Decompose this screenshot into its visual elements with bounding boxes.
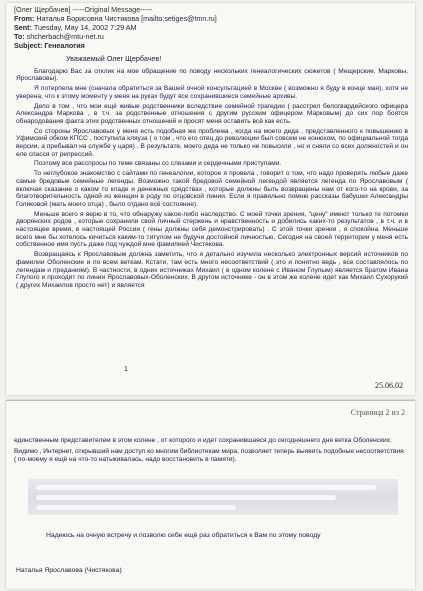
page-label: Страница 2 из 2	[350, 408, 405, 417]
letter-page-1	[6, 3, 415, 395]
paragraph: Со стороны Ярославовых у меня есть подобная же проблема , когда на моего деда , представленного к повышению в Уфимский обком КПСС , поступила кляуза ( о том , что его отец до революции был совсем не конюхом, по официальной тогда версии, а пребывал на службе у царя) . В результате, моего деда не только не повысили , но и сняли со всех должностей и он еле спасся от репрессий.	[16, 127, 408, 158]
from-row	[14, 14, 217, 23]
date-stamp: 25.06.02	[375, 381, 403, 390]
paragraph: единственным представителем в этом колене , от которого и идет сохранившаяся до сегодняшнего дня ветка Оболенских.	[14, 437, 392, 444]
subject-label: Subject:	[14, 41, 43, 50]
paragraph: Меньше всего я верю в то, что обнаружу какое-либо наследство. С моей точки зрения, "цену" имеют только те потомки дворянских родов , которые сохранили свой личный стержень и нравственность и добились каких-то результатов , в т.ч. и в настоящее время, в настоящей России ( гены должны себя демонстрировать) . С этой точки зрения , я спокойна. Меньше всего мне бы хотелось кичиться каким-то титулом не будучи достойной личностью. Сегодня на своей территории у меня есть собственное имя пусть даже под чуждой мне фамилией Чистякова.	[16, 210, 408, 249]
paragraph: Дело в том , что мои ещё живые родственники вследствие семейной трагедии ( расстрел белогвардейского офицера Александра Маркова , в т.ч. за родственные отношения с другим русским офицером Марковым) до сих пор боятся обнародования факта этих родственных отношений и просят меня оставить всё как есть.	[16, 102, 408, 125]
sent-label: Sent:	[14, 23, 32, 32]
paragraph: Я потерпела мне (сначала обратиться за Вашей очной консультацией в Москве ( возможно я буду в конце мая), хотя не уверена, что к этому моменту у меня на руках будут все сохранившиеся семейные архивы.	[16, 85, 408, 100]
to-row	[14, 32, 217, 41]
greeting: Уважаемый Олег Щербачев!	[66, 54, 162, 63]
paragraph: Видимо , Интернет, открывший нам доступ ко многим библиотекам мира, позволяет теперь выявить подобные несоответствия ( по-моему я ещё на что-то натыкивалась, надо восстановить в памяти).	[14, 447, 404, 463]
sent-value: Tuesday, May 14, 2002 7:29 AM	[33, 23, 137, 32]
paragraph: Поэтому все расспросы по теме связаны со слезами и сердечными приступами.	[34, 160, 282, 168]
page-number: 1	[124, 366, 128, 373]
redacted-block	[28, 479, 398, 515]
subject-value: Генеалогия	[44, 41, 85, 50]
closing-line: Надеюсь на очную встречу и позволю себе ещё раз обратиться к Вам по этому поводу	[46, 532, 321, 539]
redaction-stroke	[36, 485, 376, 490]
paragraph: Возвращаясь к Ярославовым должна заметить, что я детально изучила несколько электронных версий источников по фамилии Оболенские и по всем веткам. Кстати, там есть много несоответствий ( это и понятно ведь , все составлялось по легендам и преданиям). В частности, в одних источниках Михаил ( в одном колене с Иваном Глупым) является братом Ивана Глупого и проходит по линии Ярославовых-Оболенских. В другом источнике - он в этом же колене идет как Михаил Сухорукий ( других Михаилов просто нет) и является	[16, 251, 408, 289]
subject-row	[14, 41, 217, 50]
paragraph: То неглубокое знакомство с сайтами по генеалогии, которое я провела , говорит о том, что надо проверять любые даже самые бредовые семейные легенды. Возможно такой бредовой семейной легендой является легенда по Ярославовым ( включая сказание о каком то кладе и денежных средствах , которые должны быть возвращены нам от кого-то на крови, за благотворительность одной из женщин в роду по отцовской линии. Если я правильно помню рассказы бабушки Александры Голиковой (мать моего отца) , было отдано всё состояние).	[16, 170, 408, 208]
email-header	[14, 5, 217, 50]
page2-body	[14, 437, 404, 466]
redaction-stroke	[36, 505, 236, 510]
letter-body	[16, 55, 408, 292]
signature: Наталья Ярославова (Чистякова)	[16, 567, 122, 574]
original-message-line: [Олег Щербачев] -----Original Message-----	[14, 5, 153, 14]
sent-row	[14, 23, 217, 32]
redaction-stroke	[36, 495, 336, 500]
to-label: To:	[14, 32, 25, 41]
letter-page-2	[6, 400, 415, 589]
from-value: Наталья Борисовна Чистякова [mailto:setiges@tmn.ru]	[36, 14, 217, 23]
paragraph: Благодарю Вас за отклик на мое обращение по поводу нескольких генеалогических сюжетов ( Мещерские, Марковы, Ярославовы).	[16, 67, 408, 83]
from-label: From:	[14, 14, 35, 23]
to-value: shcherbach@mtu-net.ru	[26, 32, 104, 41]
